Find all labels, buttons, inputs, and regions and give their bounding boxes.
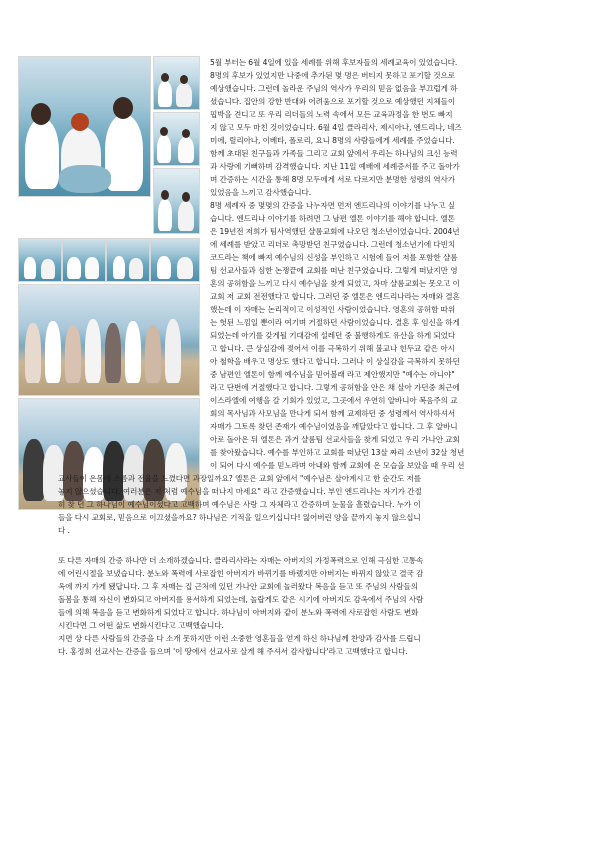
baptism-photo-main: [18, 56, 151, 197]
text-line: 고 합니다. 큰 상실감에 젖어서 이를 극복하기 위해 불교나 힌두교 같은 아시: [210, 344, 455, 353]
text-line: 미에, 릴리아나, 이베타, 폴로리, 요니 8명의 사람들에게 세례를 주었습니다.: [210, 136, 455, 145]
text-line: 들에 의해 복음을 듣고 변화하게 되었다고 합니다. 하나님이 아버지와 같이 분노와 폭력에 사로잡힌 사람도 변화: [58, 608, 419, 617]
text-line: 핍박을 견디고 또 우리 리더들의 노력 속에서 모든 교육과정을 한 번도 빠지: [210, 110, 453, 119]
text-line: 과 사랑에 기뻐하며 감격했습니다. 지난 11일 예배에 세례증서를 주고 돌아가: [210, 162, 460, 171]
baptism-photo-strip-3: [106, 238, 150, 282]
text-line: 라고 단번에 거절했다고 합니다. 그렇게 공허함을 안은 채 살아 가던중 최근에: [210, 383, 460, 392]
text-line: 함께 초대된 친구들과 가족들 그리고 교회 앞에서 우리는 하나님의 크신 능력: [210, 149, 458, 158]
text-line: 또 다른 자매의 간증 하나만 더 소개하겠습니다. 클라리사라는 자매는 아버지의 가정폭력으로 인해 극심한 고통속: [58, 556, 424, 565]
text-line: 습니다. 엔드리나 이야기를 하려면 그 남편 엘톤 이야기를 해야 합니다. 엘톤: [210, 214, 455, 223]
text-line: 를 찾아왔습니다. 예수를 부인하고 교회를 떠났던 13살 짜리 소년이 32살 청년: [210, 448, 465, 457]
text-line: 중 남편인 엘톤이 함께 예수님을 믿어볼래 라고 제안했지만 "예수는 아니야": [210, 370, 455, 379]
text-line: 교회 저 교회 전전했다고 합니다. 그러던 중 엘톤은 엔드리나라는 자매와 결혼: [210, 292, 460, 301]
text-line: 는 헛된 느낌일 뿐이라 여기며 거절하던 사람이었습니다. 결혼 후 임신을 하게: [210, 318, 460, 327]
text-line: 히 찾 던 그 하나님이 예수님이셨다고 고백하며 예수님은 사랑 그 자체라고 간증하며 눈물을 흘렸습니다. 누가 이: [58, 500, 421, 509]
text-line: 자매가 그토록 찾던 존재가 예수님이였음을 깨달았다고 합니다. 그 후 알바니: [210, 422, 458, 431]
text-line: 8명의 후보가 있었지만 나중에 추가된 몇 명은 버티지 못하고 포기할 것으로: [210, 71, 455, 80]
text-line: 놓지 않으셨습니다. 여러분은 저 처럼 예수님을 떠나지 마세요" 라고 간증했습니다. 부인 엔드리나는 자기가 간절: [58, 487, 422, 496]
text-line: 회의 목사님과 사모님을 만나게 되서 함께 교제하던 중 성령께서 역사하셔서: [210, 409, 456, 418]
text-line: 시킨다면 그 어떤 삶도 변화시킨다고 고백했습니다.: [58, 621, 224, 630]
text-line: 셨습니다. 집안의 강한 반대와 어려움으로 포기할 것으로 예상했던 지체들이: [210, 97, 456, 106]
text-line: 5월 부터는 6월 4일에 있을 세례를 위해 후보자들의 세례교육이 있었습니다.: [210, 58, 458, 67]
text-line: 했는데 이 자매는 논리적이고 이성적인 사람이었습니다. 영혼의 공허함 따위: [210, 305, 456, 314]
text-line: 이 되어 다시 예수를 믿노라며 아내와 함께 교회에 온 모습을 보았을 때 우리 선: [210, 461, 465, 470]
text-line: 에 어린시절을 보냈습니다. 분노와 폭력에 사로잡힌 아버지가 바뀌기를 바랬지만 아버지는 바뀌지 않았고 결국 감: [58, 569, 424, 578]
baptism-photo-thumb-1: [153, 56, 200, 110]
baptism-photo-strip-2: [62, 238, 106, 282]
text-line: 이스라엘에 여행을 갈 기회가 있었고, 그곳에서 우연히 알바니아 복음주의 교: [210, 396, 458, 405]
text-line: 지면 상 다른 사람들의 간증을 다 소개 못하지만 이런 소중한 영혼들을 얻게 하신 하나님께 찬양과 감사를 드립니: [58, 634, 421, 643]
baptism-photo-thumb-2: [153, 112, 200, 166]
text-line: 옥에 까지 가게 됐답니다. 그 후 자매는 집 근처에 있던 가나안 교회에 놀러왔다 복음을 듣고 또 주님의 사람들의: [58, 582, 419, 591]
text-line: 아로 돌아온 뒤 엘톤은 과거 샬롬팀 선교사들을 찾게 되었고 우리 가나안 교회: [210, 435, 460, 444]
baptism-photo-strip-1: [18, 238, 62, 282]
text-line: 있었음을 느끼고 감사했습니다.: [210, 188, 312, 197]
text-line: 코드라는 책에 빠져 예수님의 신성을 부인하고 시험에 들어 저를 포함한 샬롬: [210, 253, 458, 262]
text-line: 다. 홍정희 선교사는 간증을 들으며 '이 땅에서 선교사로 살게 해 주셔서 감사합니다'라고 고백했다고 합니다.: [58, 647, 408, 656]
text-line: 아 철학을 배우고 명상도 했다고 합니다. 그러나 이 상실감을 극복하지 못하던: [210, 357, 460, 366]
text-line: 예상했습니다. 그런데 놀라운 주님의 역사가 우리의 믿음 없음을 부끄럽게 하: [210, 84, 458, 93]
baptism-photo-strip-4: [150, 238, 200, 282]
text-line: 며 간증하는 시간을 통해 8명 모두에게 서로 다르지만 분명한 성령의 역사가: [210, 175, 455, 184]
text-line: 팀 선교사들과 심한 논쟁끝에 교회를 떠난 친구였습니다. 그렇게 떠났지만 영: [210, 266, 458, 275]
text-line: 은 19년전 저희가 팀사역했던 샬롬교회에 나오던 청소년이었습니다. 2004년: [210, 227, 460, 236]
text-line: 8명 세례자 중 몇몇의 간증을 나누자면 먼저 엔드리나의 이야기를 나누고 싶: [210, 201, 455, 210]
text-line: 되었는데 아기를 갖게될 기대감에 설레던 중 불행하게도 유산을 하게 되었다: [210, 331, 456, 340]
baptism-photo-thumb-3: [153, 168, 200, 234]
text-line: 에 세례를 받았고 리더로 촉망받던 친구였습니다. 그런데 청소년기에 다빈치: [210, 240, 456, 249]
text-line: 혼의 공허함을 느끼고 다시 예수님을 찾게 되었고, 차마 샬롬교회는 못오고 이: [210, 279, 460, 288]
baptized-group-photo: [18, 284, 200, 396]
text-line: 다 .: [58, 526, 70, 535]
text-line: 들을 다시 교회로, 믿음으로 이끄셨을까요? 하나님은 기적을 일으키십니다! 잃어버린 양을 끝까지 놓지 않으십니: [58, 513, 421, 522]
text-line: 지 않고 모두 마친 것이었습니다. 6월 4일 클라리사, 제시아나, 엔드리나, 네즈: [210, 123, 462, 132]
text-line: 교사들이 온몸에 소름과 전율을 느꼈다면 과장일까요? 엘톤은 교회 앞에서 "예수님은 살아계시고 한 순간도 저를: [58, 474, 421, 483]
text-line: 돌봄을 통해 자신이 변화되고 아버지를 용서하게 되었는데, 놀랍게도 같은 시기에 아버지도 감옥에서 주님의 사람: [58, 595, 424, 604]
